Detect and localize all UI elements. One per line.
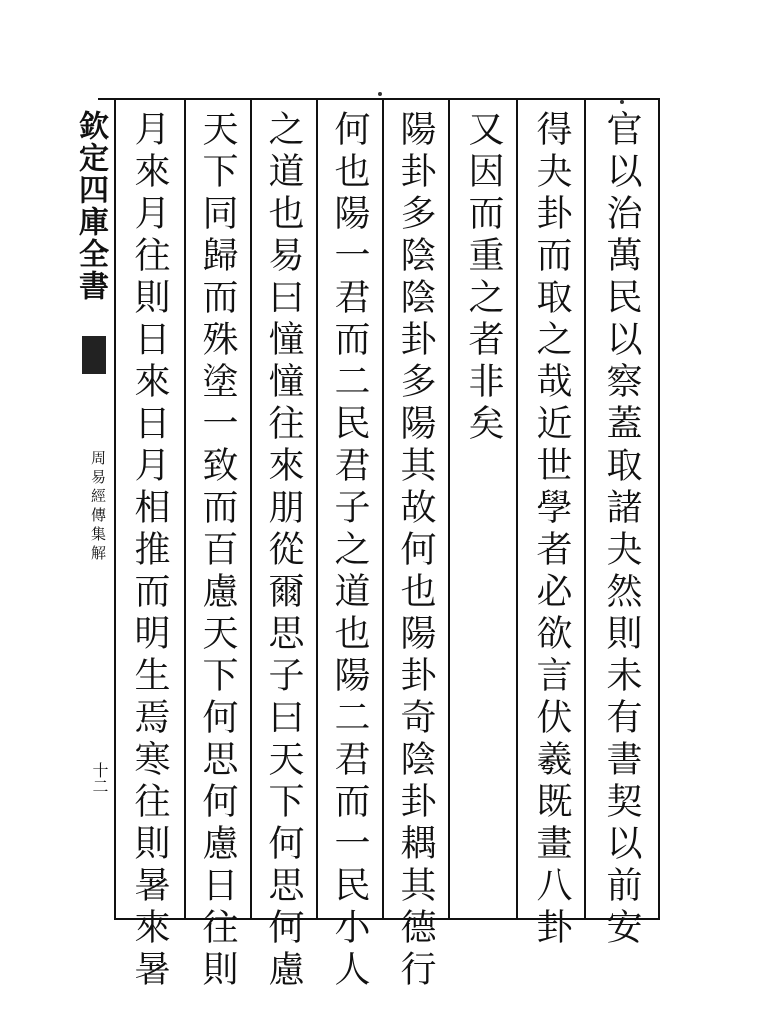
margin-title: 欽定四庫全書 (73, 110, 108, 302)
margin-page-number: 十二 (90, 762, 109, 794)
text-column: 何也陽一君而二民君子之道也陽二君而一民小人 (329, 110, 370, 992)
margin-fishtail-mark (82, 336, 106, 374)
column-rule (114, 100, 116, 920)
column-rule (658, 100, 660, 920)
column-rule (184, 100, 186, 920)
text-column: 陽卦多陰陰卦多陽其故何也陽卦奇陰卦耦其德行 (395, 110, 436, 992)
margin-book-title: 周易經傳集解 (89, 450, 107, 564)
text-column: 又因而重之者非矣 (463, 110, 504, 446)
ink-mark (378, 92, 382, 96)
column-rule (250, 100, 252, 920)
text-column: 官以治萬民以察蓋取諸夬然則未有書契以前安 (601, 110, 642, 950)
column-rule (516, 100, 518, 920)
column-rule (584, 100, 586, 920)
column-rule (448, 100, 450, 920)
text-column: 天下同歸而殊塗一致而百慮天下何思何慮日往則 (197, 110, 238, 992)
column-rule (382, 100, 384, 920)
text-column: 得夬卦而取之哉近世學者必欲言伏羲既畫八卦 (531, 110, 572, 950)
text-column: 之道也易曰憧憧往來朋從爾思子曰天下何思何慮 (263, 110, 304, 992)
text-column: 月來月往則日來日月相推而明生焉寒往則暑來暑 (129, 110, 170, 992)
top-border (98, 98, 660, 100)
column-rule (316, 100, 318, 920)
ink-mark (620, 100, 624, 104)
